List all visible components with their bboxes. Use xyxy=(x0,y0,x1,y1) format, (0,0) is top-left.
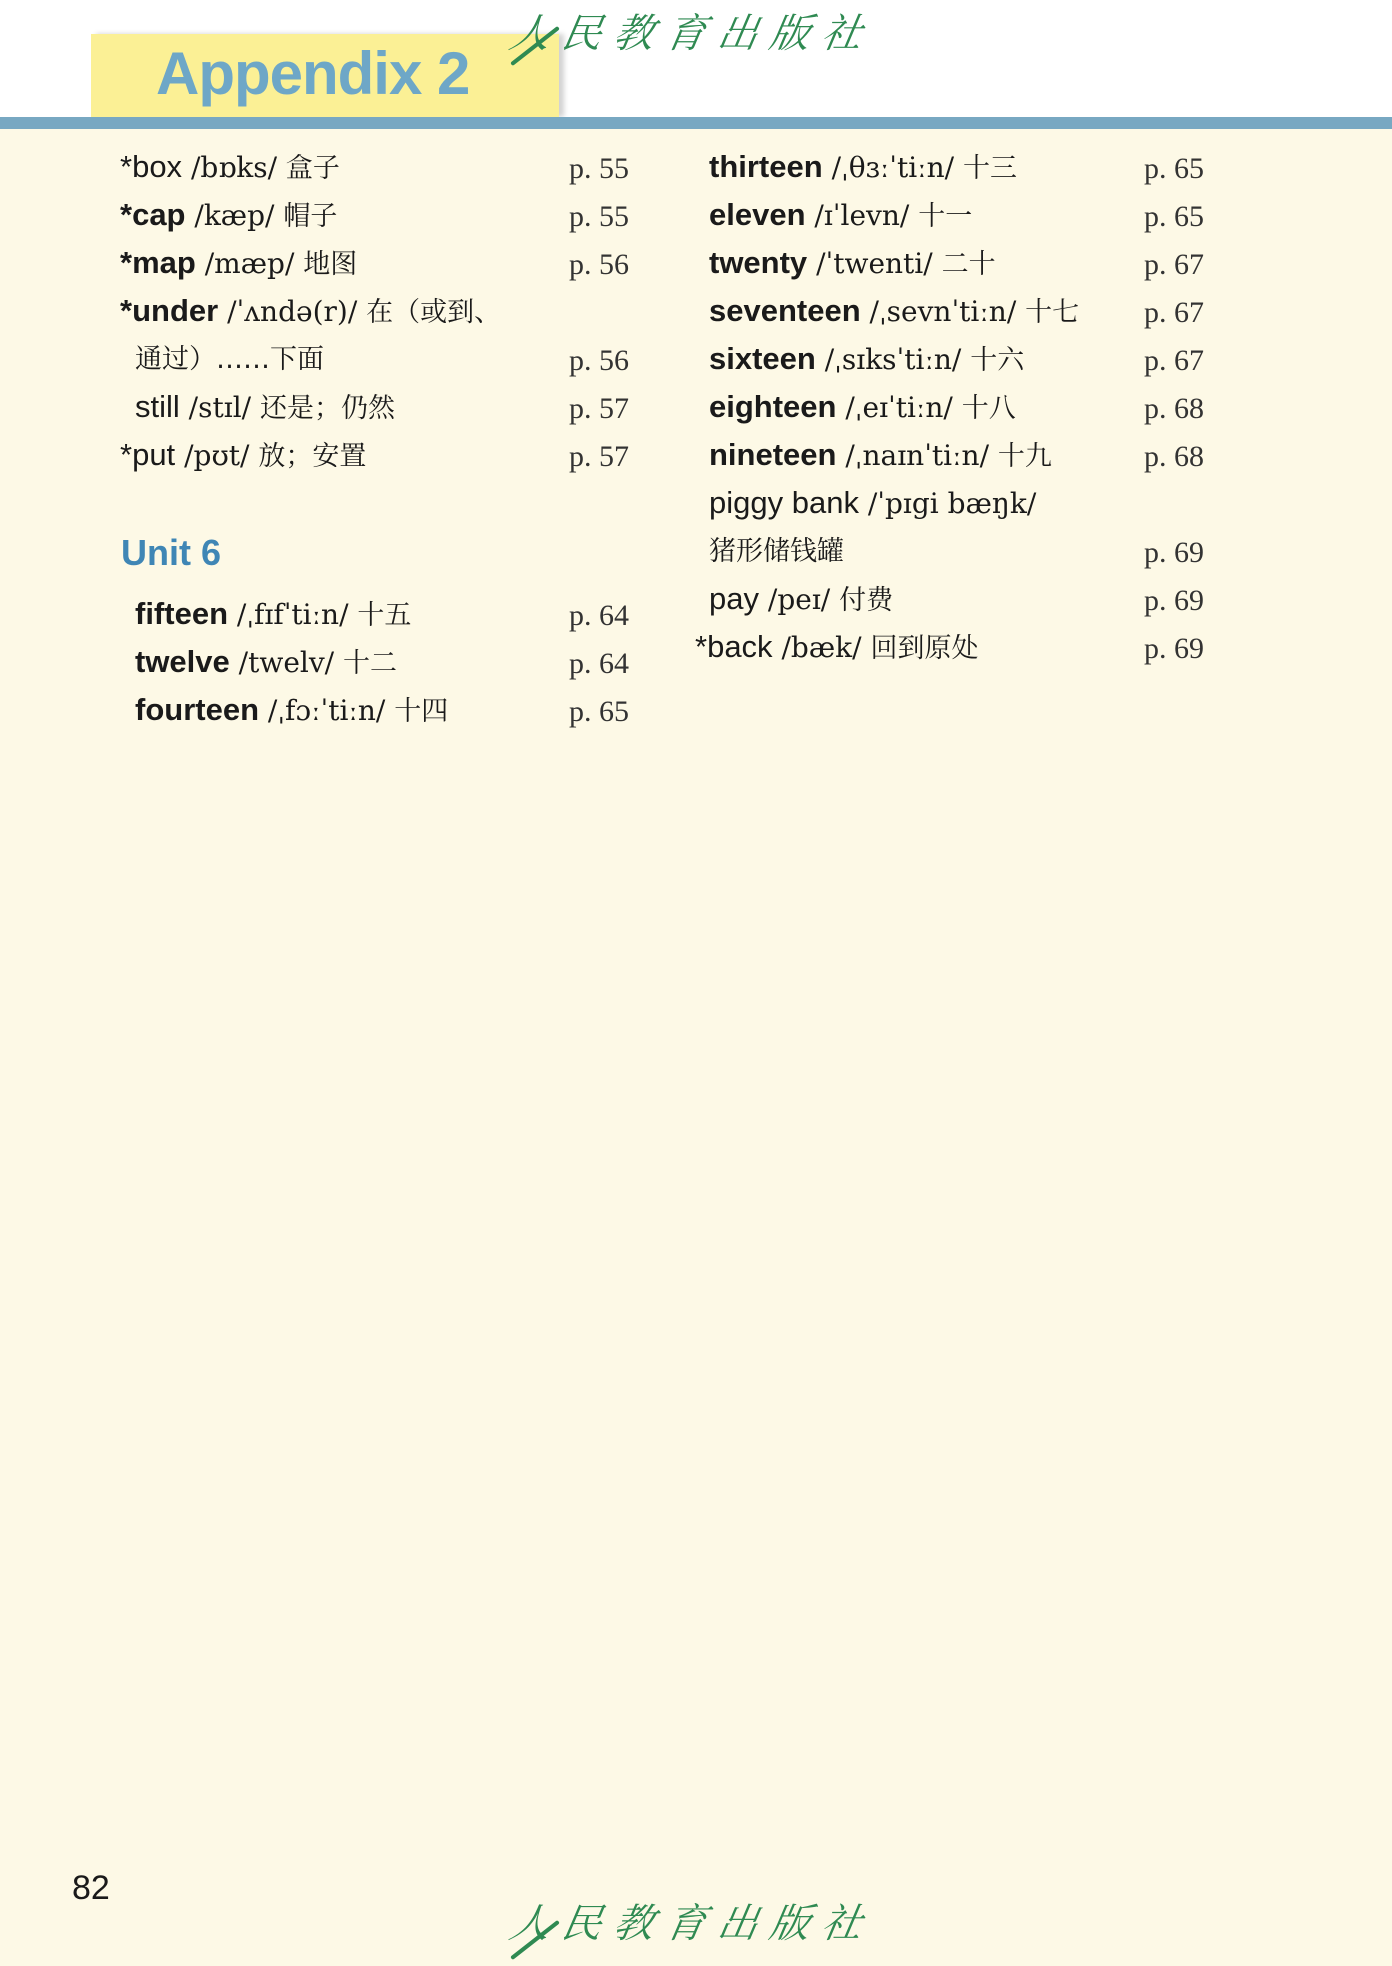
vocab-meaning: 十六 xyxy=(970,345,1025,376)
vocab-page: p. 57 xyxy=(569,440,629,473)
vocab-page: p. 69 xyxy=(1144,584,1204,617)
vocab-ipa: /ˌeɪˈtiːn/ xyxy=(836,391,962,424)
vocab-entry xyxy=(120,193,337,237)
vocab-word: sixteen xyxy=(709,341,816,376)
vocab-ipa: /ˌθɜːˈtiːn/ xyxy=(822,151,963,184)
vocab-ipa: /ˌsevnˈtiːn/ xyxy=(860,295,1026,328)
vocab-ipa: /stɪl/ xyxy=(179,391,260,424)
vocab-ipa: /ɪˈlevn/ xyxy=(805,199,919,232)
vocab-word: fourteen xyxy=(135,692,259,727)
vocab-meaning: 在（或到、 xyxy=(366,297,502,328)
vocab-ipa: /ˈpɪgi bæŋk/ xyxy=(858,487,1037,520)
publisher-logo-bottom: 人民教育出版社 xyxy=(505,1901,879,1947)
vocab-word: eighteen xyxy=(709,389,837,424)
vocab-ipa: /mæp/ xyxy=(195,247,304,280)
vocab-word: eleven xyxy=(709,197,806,232)
vocab-meaning-cont: 通过）……下面 xyxy=(135,344,324,375)
vocab-ipa: /kæp/ xyxy=(185,199,284,232)
vocab-entry xyxy=(709,289,1079,333)
vocab-word: thirteen xyxy=(709,149,823,184)
vocab-ipa: /ˌfɪfˈtiːn/ xyxy=(228,598,358,631)
page-number: 82 xyxy=(72,1869,110,1907)
vocab-word: pay xyxy=(709,581,759,616)
vocab-meaning: 十九 xyxy=(997,441,1052,472)
vocab-ipa: /peɪ/ xyxy=(758,583,840,616)
vocab-ipa: /pʊt/ xyxy=(175,439,259,472)
vocab-page: p. 68 xyxy=(1144,440,1204,473)
vocab-entry xyxy=(709,193,972,237)
vocab-entry xyxy=(120,289,501,333)
vocab-entry xyxy=(120,145,340,189)
vocab-word: nineteen xyxy=(709,437,837,472)
vocab-page: p. 56 xyxy=(569,344,629,377)
vocab-page: p. 68 xyxy=(1144,392,1204,425)
vocab-word: put xyxy=(132,437,176,472)
vocab-meaning: 付费 xyxy=(839,585,894,616)
vocab-page: p. 69 xyxy=(1144,536,1204,569)
vocab-entry xyxy=(709,433,1052,477)
vocab-meaning: 十一 xyxy=(918,201,973,232)
vocab-word: map xyxy=(132,245,196,280)
vocab-ipa: /bæk/ xyxy=(772,631,871,664)
vocab-ipa: /ˈʌndə(r)/ xyxy=(218,295,367,328)
vocab-word: still xyxy=(135,389,180,424)
vocab-entry xyxy=(135,688,448,732)
star-mark: * xyxy=(120,437,133,472)
vocab-entry xyxy=(135,385,395,429)
vocab-word: back xyxy=(707,629,773,664)
vocab-entry xyxy=(709,241,996,285)
star-mark: * xyxy=(695,629,708,664)
vocab-meaning: 帽子 xyxy=(283,201,338,232)
vocab-page: p. 64 xyxy=(569,647,629,680)
star-mark: * xyxy=(120,245,133,280)
vocab-page: p. 67 xyxy=(1144,248,1204,281)
vocab-meaning: 十八 xyxy=(961,393,1016,424)
vocab-page: p. 67 xyxy=(1144,296,1204,329)
vocab-page: p. 56 xyxy=(569,248,629,281)
vocab-page: p. 55 xyxy=(569,152,629,185)
vocab-meaning: 回到原处 xyxy=(870,633,979,664)
vocab-meaning: 十二 xyxy=(343,648,398,679)
unit-heading: Unit 6 xyxy=(121,532,222,573)
vocab-entry xyxy=(120,433,366,477)
vocab-meaning: 二十 xyxy=(941,249,996,280)
vocab-word: cap xyxy=(132,197,186,232)
vocab-ipa: /ˌsɪksˈtiːn/ xyxy=(815,343,971,376)
vocab-word: under xyxy=(132,293,219,328)
vocab-word: twenty xyxy=(709,245,808,280)
vocab-page: p. 67 xyxy=(1144,344,1204,377)
vocab-ipa: /ˌnaɪnˈtiːn/ xyxy=(836,439,998,472)
vocab-word: piggy bank xyxy=(709,485,859,520)
vocab-entry xyxy=(120,241,357,285)
vocab-ipa: /ˈtwenti/ xyxy=(807,247,942,280)
vocab-page: p. 64 xyxy=(569,599,629,632)
vocab-page: p. 55 xyxy=(569,200,629,233)
vocab-entry xyxy=(709,337,1024,381)
star-mark: * xyxy=(120,197,133,232)
vocab-entry xyxy=(709,145,1017,189)
vocab-entry xyxy=(135,592,411,636)
vocab-word: seventeen xyxy=(709,293,861,328)
publisher-logo-top: 人民教育出版社 xyxy=(505,11,879,57)
vocab-meaning: 地图 xyxy=(303,249,358,280)
vocab-page: p. 69 xyxy=(1144,632,1204,665)
vocab-meaning: 还是；仍然 xyxy=(259,393,395,424)
page-title: Appendix 2 xyxy=(156,40,470,107)
vocab-word: twelve xyxy=(135,644,230,679)
vocab-page: p. 57 xyxy=(569,392,629,425)
vocab-meaning: 猪形储钱罐 xyxy=(709,536,844,567)
vocab-word: fifteen xyxy=(135,596,228,631)
vocab-ipa: /ˌfɔːˈtiːn/ xyxy=(259,694,395,727)
vocab-page: p. 65 xyxy=(1144,152,1204,185)
vocab-page: p. 65 xyxy=(1144,200,1204,233)
header-rule xyxy=(0,117,1392,129)
vocab-entry xyxy=(695,625,978,669)
vocab-meaning: 十四 xyxy=(394,696,449,727)
vocab-entry xyxy=(709,385,1016,429)
vocab-entry-continuation xyxy=(709,529,844,573)
vocab-entry xyxy=(135,640,397,684)
vocab-meaning: 放；安置 xyxy=(258,441,367,472)
vocab-meaning: 盒子 xyxy=(285,153,340,184)
vocab-entry-continuation xyxy=(135,337,324,381)
star-mark: * xyxy=(120,149,133,184)
vocab-entry xyxy=(709,577,893,621)
star-mark: * xyxy=(120,293,133,328)
vocab-entry xyxy=(709,481,1036,525)
vocab-ipa: /bɒks/ xyxy=(182,151,286,184)
vocab-meaning: 十七 xyxy=(1025,297,1080,328)
vocab-ipa: /twelv/ xyxy=(229,646,344,679)
vocab-page: p. 65 xyxy=(569,695,629,728)
vocab-meaning: 十五 xyxy=(357,600,412,631)
vocab-word: box xyxy=(132,149,183,184)
vocab-meaning: 十三 xyxy=(962,153,1017,184)
